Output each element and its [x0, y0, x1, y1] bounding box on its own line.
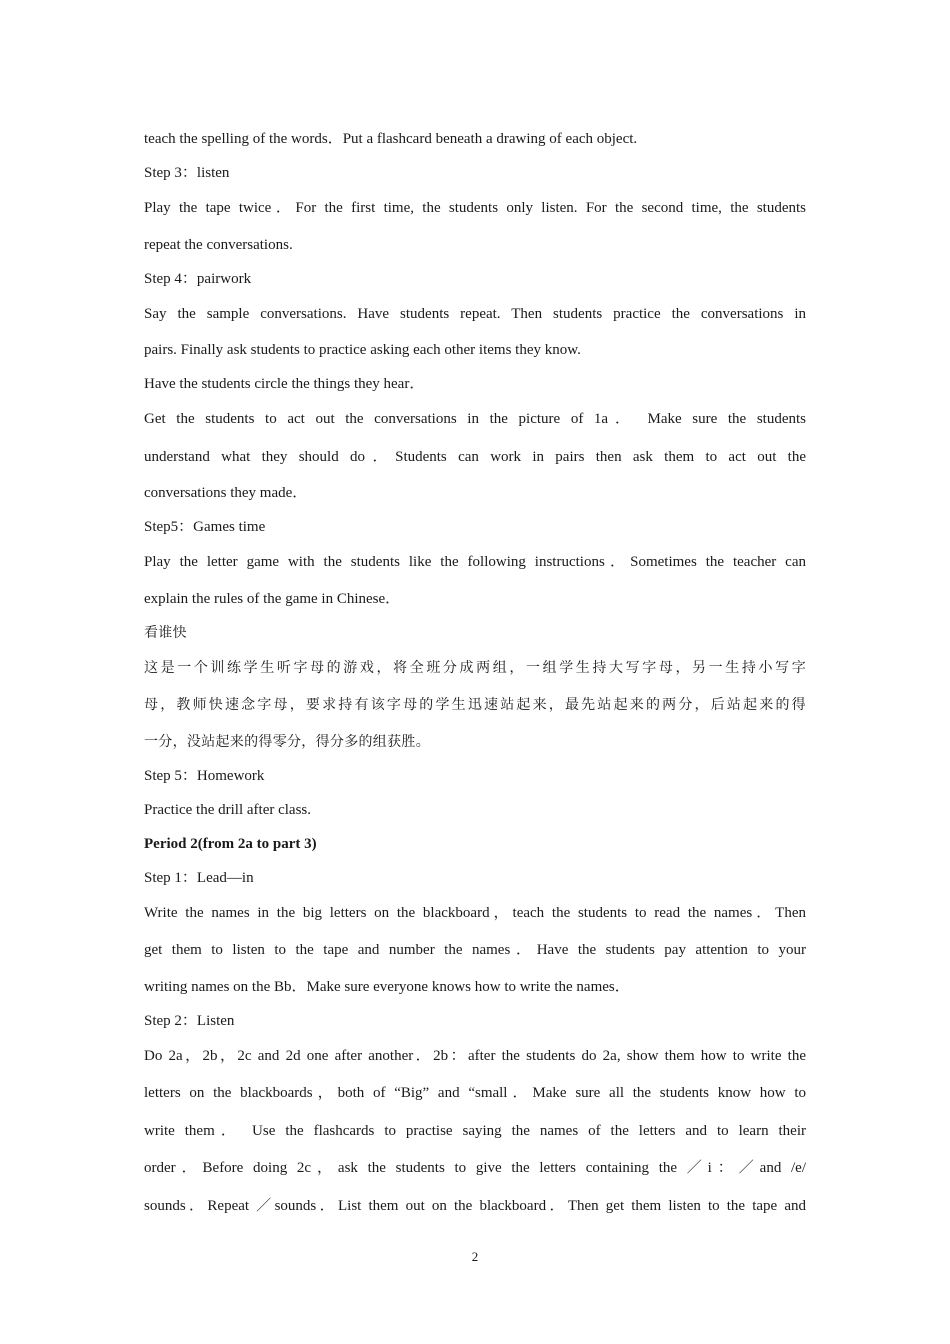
text-line: write them． Use the flashcards to practise saying the names of the letters and to learn their	[144, 1122, 806, 1139]
text-line: Play the letter game with the students like the following instructions．Sometimes the teacher can	[144, 554, 806, 570]
text-line: Say the sample conversations. Have students repeat. Then students practice the conversations in	[144, 305, 806, 322]
text-line: Do 2a，2b，2c and 2d one after another．2b：after the students do 2a, show them how to write the	[144, 1047, 806, 1064]
text-line: Get the students to act out the conversations in the picture of 1a． Make sure the students	[144, 411, 806, 427]
text-line: Write the names in the big letters on the blackboard，teach the students to read the names．Then	[144, 904, 806, 921]
game-title: 看谁快	[144, 624, 187, 641]
text-line: 母，教师快速念字母，要求持有该字母的学生迅速站起来，最先站起来的两分，后站起来的得	[144, 697, 806, 713]
text-line: explain the rules of the game in Chinese．	[144, 590, 401, 607]
text-line: Practice the drill after class.	[144, 801, 312, 818]
text-line: pairs. Finally ask students to practice asking each other items they know.	[144, 342, 581, 358]
text-line: writing names on the Bb．Make sure everyone knows how to write the names．	[144, 978, 630, 995]
step-heading: Step5：Games time	[144, 519, 266, 535]
step-heading: Step 5：Homework	[144, 767, 265, 784]
text-line: 一分，没站起来的得零分，得分多的组获胜。	[144, 733, 430, 750]
text-line: order．Before doing 2c，ask the students to give the letters containing the ／i：／and /e/	[144, 1160, 806, 1176]
text-line: Play the tape twice．For the first time, the students only listen. For the second time, the students	[144, 200, 806, 216]
page-body	[144, 122, 806, 1225]
text-line: letters on the blackboards，both of “Big” and “small．Make sure all the students know how to	[144, 1085, 806, 1101]
text-line: get them to listen to the tape and number the names．Have the students pay attention to your	[144, 942, 806, 958]
text-line: Have the students circle the things they hear．	[144, 376, 425, 392]
period-heading: Period 2(from 2a to part 3)	[144, 835, 317, 852]
text-line: repeat the conversations.	[144, 236, 293, 253]
text-line: conversations they made．	[144, 485, 308, 501]
step-heading: Step 2：Listen	[144, 1012, 235, 1029]
text-line: understand what they should do．Students can work in pairs then ask them to act out the	[144, 448, 806, 465]
step-heading: Step 3：listen	[144, 165, 230, 181]
text-line: sounds．Repeat ／sounds．List them out on the blackboard．Then get them listen to the tape and	[144, 1197, 806, 1214]
text-line: teach the spelling of the words．Put a flashcard beneath a drawing of each object.	[144, 131, 638, 147]
step-heading: Step 1：Lead—in	[144, 869, 254, 886]
step-heading: Step 4：pairwork	[144, 270, 252, 287]
text-line: 这是一个训练学生听字母的游戏，将全班分成两组，一组学生持大写字母，另一生持小写字	[144, 659, 806, 676]
page-number: 2	[471, 1249, 479, 1264]
